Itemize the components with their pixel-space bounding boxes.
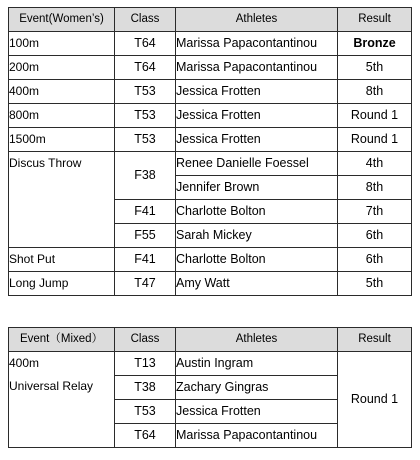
- table-row: [9, 248, 412, 272]
- class-cell: F55: [115, 224, 176, 248]
- table-row: [9, 128, 412, 152]
- result-cell: 6th: [338, 224, 412, 248]
- class-cell: F41: [115, 200, 176, 224]
- class-cell: T53: [115, 80, 176, 104]
- result-cell: 6th: [338, 248, 412, 272]
- header-result: Result: [338, 8, 412, 32]
- athlete-cell: Jessica Frotten: [176, 128, 338, 152]
- result-cell: 5th: [338, 56, 412, 80]
- header-result: Result: [338, 328, 412, 352]
- athlete-cell: Jessica Frotten: [176, 104, 338, 128]
- event-cell: 800m: [9, 104, 115, 128]
- event-line: 400m: [9, 356, 40, 370]
- class-cell: T13: [115, 352, 176, 376]
- class-cell: F41: [115, 248, 176, 272]
- table-row: [9, 104, 412, 128]
- class-cell: T47: [115, 272, 176, 296]
- athlete-cell: Zachary Gingras: [176, 376, 338, 400]
- result-cell: Round 1: [338, 104, 412, 128]
- class-cell: T64: [115, 424, 176, 448]
- class-cell: F38: [115, 152, 176, 200]
- athlete-cell: Marissa Papacontantinou: [176, 32, 338, 56]
- result-cell: 7th: [338, 200, 412, 224]
- table-row: [9, 32, 412, 56]
- athlete-cell: Jennifer Brown: [176, 176, 338, 200]
- header-event: Event(Women’s): [9, 8, 115, 32]
- athlete-cell: Sarah Mickey: [176, 224, 338, 248]
- athlete-cell: Jessica Frotten: [176, 80, 338, 104]
- event-cell: 400m: [9, 80, 115, 104]
- athlete-cell: Austin Ingram: [176, 352, 338, 376]
- athlete-cell: Jessica Frotten: [176, 400, 338, 424]
- result-cell: 5th: [338, 272, 412, 296]
- result-cell: Round 1: [338, 352, 412, 448]
- event-cell: Long Jump: [9, 272, 115, 296]
- class-cell: T53: [115, 128, 176, 152]
- athlete-cell: Charlotte Bolton: [176, 200, 338, 224]
- table-row: [9, 272, 412, 296]
- class-cell: T38: [115, 376, 176, 400]
- result-cell: 8th: [338, 80, 412, 104]
- table-header-row: [9, 8, 412, 32]
- event-cell: [9, 352, 115, 448]
- event-cell: 1500m: [9, 128, 115, 152]
- table-row: [9, 56, 412, 80]
- table-header-row: [9, 328, 412, 352]
- athlete-cell: Renee Danielle Foessel: [176, 152, 338, 176]
- result-cell: Round 1: [338, 128, 412, 152]
- event-cell: Discus Throw: [9, 152, 115, 248]
- womens-events-table: [8, 7, 412, 296]
- table-row: [9, 352, 412, 376]
- result-cell: 4th: [338, 152, 412, 176]
- event-cell: 200m: [9, 56, 115, 80]
- athlete-cell: Marissa Papacontantinou: [176, 56, 338, 80]
- header-athletes: Athletes: [176, 8, 338, 32]
- event-line: Universal Relay: [9, 379, 94, 393]
- event-cell: Shot Put: [9, 248, 115, 272]
- header-athletes: Athletes: [176, 328, 338, 352]
- table-row: [9, 152, 412, 176]
- table-row: [9, 80, 412, 104]
- header-class: Class: [115, 8, 176, 32]
- athlete-cell: Marissa Papacontantinou: [176, 424, 338, 448]
- result-cell: Bronze: [338, 32, 412, 56]
- header-class: Class: [115, 328, 176, 352]
- mixed-events-table: [8, 327, 412, 448]
- class-cell: T64: [115, 56, 176, 80]
- athlete-cell: Amy Watt: [176, 272, 338, 296]
- class-cell: T64: [115, 32, 176, 56]
- class-cell: T53: [115, 104, 176, 128]
- header-event: Event（Mixed）: [9, 328, 115, 352]
- athlete-cell: Charlotte Bolton: [176, 248, 338, 272]
- result-cell: 8th: [338, 176, 412, 200]
- class-cell: T53: [115, 400, 176, 424]
- event-cell: 100m: [9, 32, 115, 56]
